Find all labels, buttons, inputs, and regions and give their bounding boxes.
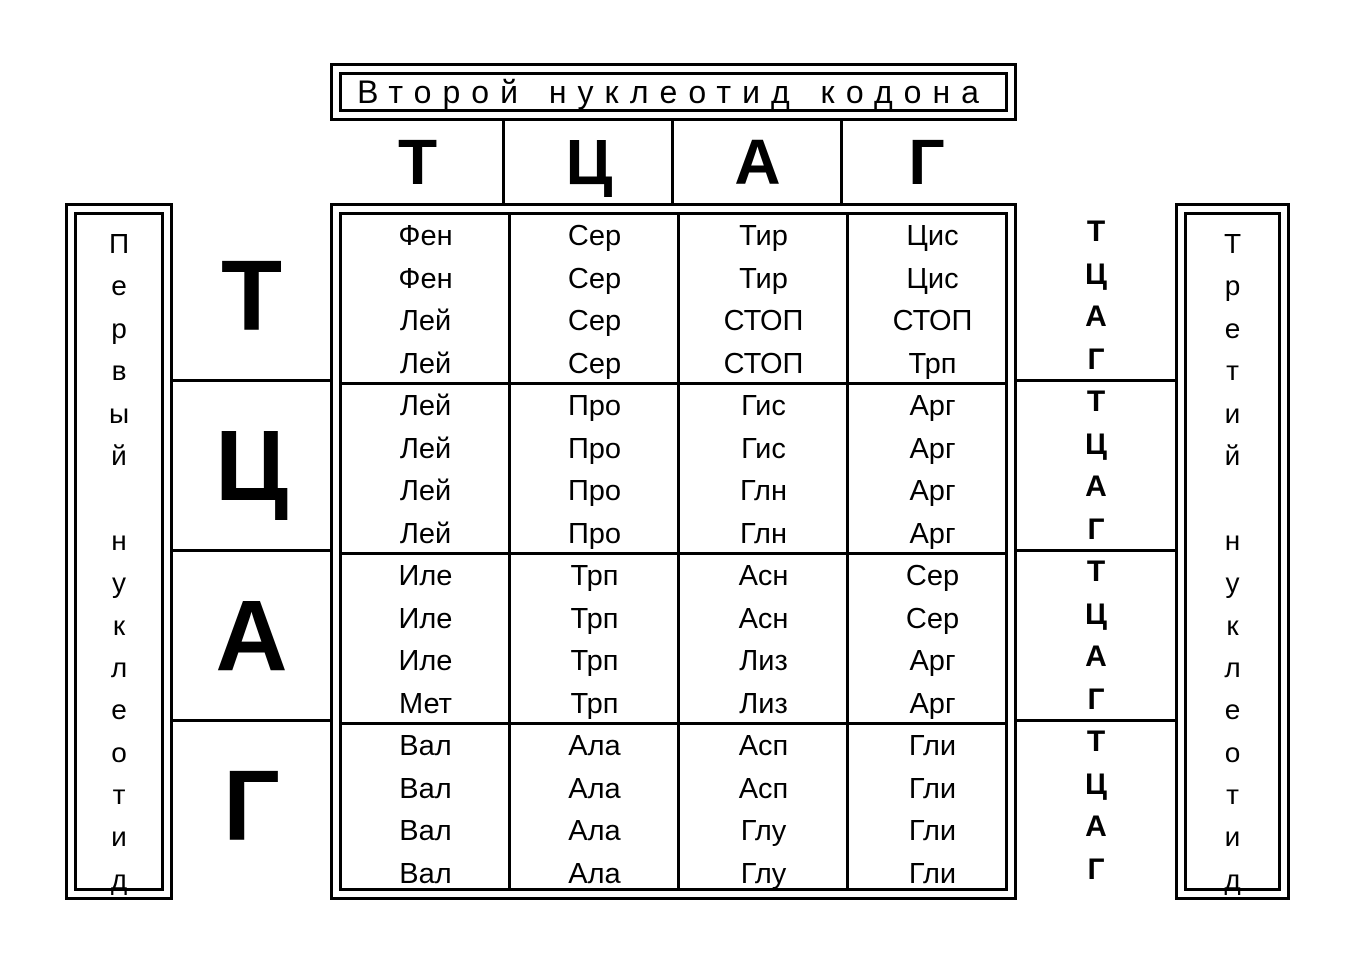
row-divider-left [173,379,330,382]
first-label-letter: е [111,270,127,302]
amino-acid-cell: Асп [738,772,789,805]
amino-acid-cell: Арг [909,687,956,720]
amino-acid-cell: Про [567,432,622,465]
third-letter: Г [1087,682,1105,716]
column-letter-t: Т [397,126,438,198]
amino-acid-cell: Ала [568,815,621,847]
amino-acid-cell: Гли [908,772,957,805]
amino-acid-cell: Глу [740,857,787,890]
amino-acid-cell: Фен [398,262,453,295]
amino-acid-cell: Лиз [739,687,788,720]
third-letter: Т [1086,725,1106,758]
first-nucleotide-label [77,223,161,901]
first-label-letter: р [111,312,127,344]
amino-acid-cell: Сер [905,560,960,592]
amino-acid-cell: Про [567,517,622,550]
amino-acid-cell: Ала [568,857,621,890]
column-letter-g: Г [908,126,945,198]
amino-acid-cell: Арг [909,432,956,465]
header-inner-frame [339,72,1008,112]
third-label-letter: у [1225,567,1240,599]
amino-acid-cell: Гли [908,730,957,762]
amino-acid-cell: Лей [399,475,452,507]
third-label-letter: и [1224,821,1241,853]
amino-acid-cell: Лей [399,517,452,550]
amino-acid-cell: Асн [738,560,789,592]
second-nucleotide-header [330,63,1017,121]
amino-acid-cell: Трп [570,602,619,635]
amino-acid-cell: Трп [570,687,619,720]
amino-acid-cell: Ала [568,772,621,805]
third-label-letter: е [1224,694,1241,726]
first-label-letter: П [108,228,130,259]
first-nucleotide-label-box [65,203,173,900]
third-letter: А [1085,640,1107,673]
amino-acid-cell: Цис [906,220,959,252]
amino-acid-cell: Ала [568,730,621,762]
amino-acid-cell: Вал [399,730,452,762]
first-label-letter: у [112,567,126,599]
third-label-letter: о [1224,736,1241,768]
amino-acid-cell: Глн [739,475,787,507]
amino-acid-cell: Лей [399,347,452,380]
third-letter: А [1085,300,1107,333]
first-label-letter: т [112,779,126,811]
amino-acid-cell: Трп [908,347,957,380]
amino-acid-cell: Про [567,390,622,422]
first-label-letter [77,477,161,519]
amino-acid-cell: Про [567,475,622,507]
third-letter: Ц [1085,597,1107,631]
amino-acid-cell: Лей [399,432,452,465]
third-letter: А [1085,470,1107,503]
amino-acid-cell: Трп [570,645,619,677]
amino-acid-cell: Лей [399,390,452,422]
third-label-letter [1187,477,1278,519]
amino-acid-cell: Иле [398,602,453,635]
amino-acid-cell: СТОП [892,305,973,337]
third-label-letter: е [1224,312,1241,344]
amino-acid-cell: Сер [905,602,960,635]
column-letter-a: А [734,126,781,198]
amino-acid-cell: Вал [399,815,452,847]
first-label-letter: о [111,736,127,768]
amino-acid-cell: СТОП [723,347,804,380]
first-letter-t: Т [220,239,283,352]
first-letter-g: Г [223,749,280,862]
first-letter-ts: Ц [214,409,289,522]
amino-acid-cell: Вал [399,857,452,890]
amino-acid-cell: Иле [398,560,453,592]
first-letter-a: А [215,579,288,692]
amino-acid-cell: Сер [567,220,622,252]
third-letter: Т [1086,555,1106,588]
first-label-letter: ы [108,397,130,429]
first-label-letter: д [110,863,128,895]
amino-acid-cell: Лей [399,305,452,337]
amino-acid-cell: Фен [398,220,453,252]
third-label-inner-frame [1184,212,1281,895]
first-label-letter: в [111,355,127,387]
amino-acid-cell: Гли [908,815,957,847]
column-divider [840,121,843,203]
third-label-letter: т [1226,779,1239,811]
grid-row-divider [342,722,1005,725]
third-nucleotide-label-box [1175,203,1290,900]
third-letter: Ц [1085,427,1107,461]
third-label-letter: к [1226,609,1239,641]
grid-row-divider [342,382,1005,385]
first-label-letter: е [111,694,127,726]
third-letter: Г [1087,512,1105,546]
third-label-letter: р [1224,270,1241,302]
amino-acid-cell: Цис [906,262,959,295]
amino-acid-cell: Тир [739,262,788,295]
amino-acid-cell: Тир [739,220,788,252]
row-divider-left [173,549,330,552]
amino-acid-cell: Трп [570,560,619,592]
column-divider [502,121,505,203]
amino-acid-cell: Мет [399,687,452,720]
third-letter: Г [1087,852,1105,886]
third-label-letter: д [1224,863,1241,895]
amino-acid-cell: Гис [741,432,786,465]
amino-acid-cell: Гис [741,390,786,422]
row-divider-left [173,719,330,722]
third-label-letter: й [1224,439,1241,471]
amino-acid-cell: Арг [909,517,956,550]
first-label-letter: н [111,524,127,556]
column-letters [333,121,1008,203]
third-letter: Т [1086,385,1106,418]
amino-acid-cell: Сер [567,262,622,295]
amino-acid-cell: Глн [739,517,787,550]
third-label-letter: н [1224,524,1241,556]
column-letter-ts: Ц [565,126,613,198]
codon-table-inner [339,212,1008,891]
amino-acid-cell: СТОП [723,305,804,337]
amino-acid-cell: Гли [908,857,957,890]
amino-acid-cell: Лиз [739,645,788,677]
third-label-letter: и [1224,397,1241,429]
third-letter: Ц [1085,767,1107,801]
first-label-letter: л [110,651,128,683]
amino-acid-cell: Арг [909,645,956,677]
grid-row-divider [342,552,1005,555]
third-letter: Т [1086,215,1106,248]
amino-acid-cell: Арг [909,475,956,507]
header-title: Второй нуклеотид кодона [357,73,990,110]
first-label-letter: и [111,821,127,853]
third-letter: А [1085,810,1107,843]
amino-acid-cell: Глу [740,815,787,847]
third-label-letter: Т [1223,228,1242,259]
codon-table [330,203,1017,900]
third-label-letter: т [1226,355,1239,387]
amino-acid-cell: Арг [909,390,956,422]
amino-acid-cell: Иле [398,645,453,677]
amino-acid-cell: Вал [399,772,452,805]
third-nucleotide-label [1187,223,1278,901]
amino-acid-cell: Асн [738,602,789,635]
third-letter: Г [1087,342,1105,376]
column-divider [671,121,674,203]
third-letter: Ц [1085,257,1107,291]
amino-acid-cell: Сер [567,305,622,337]
amino-acid-cell: Сер [567,347,622,380]
third-label-letter: л [1224,651,1241,683]
amino-acid-cell: Асп [738,730,789,762]
first-label-letter: й [111,439,127,471]
first-label-letter: к [112,609,126,641]
first-label-inner-frame [74,212,164,895]
